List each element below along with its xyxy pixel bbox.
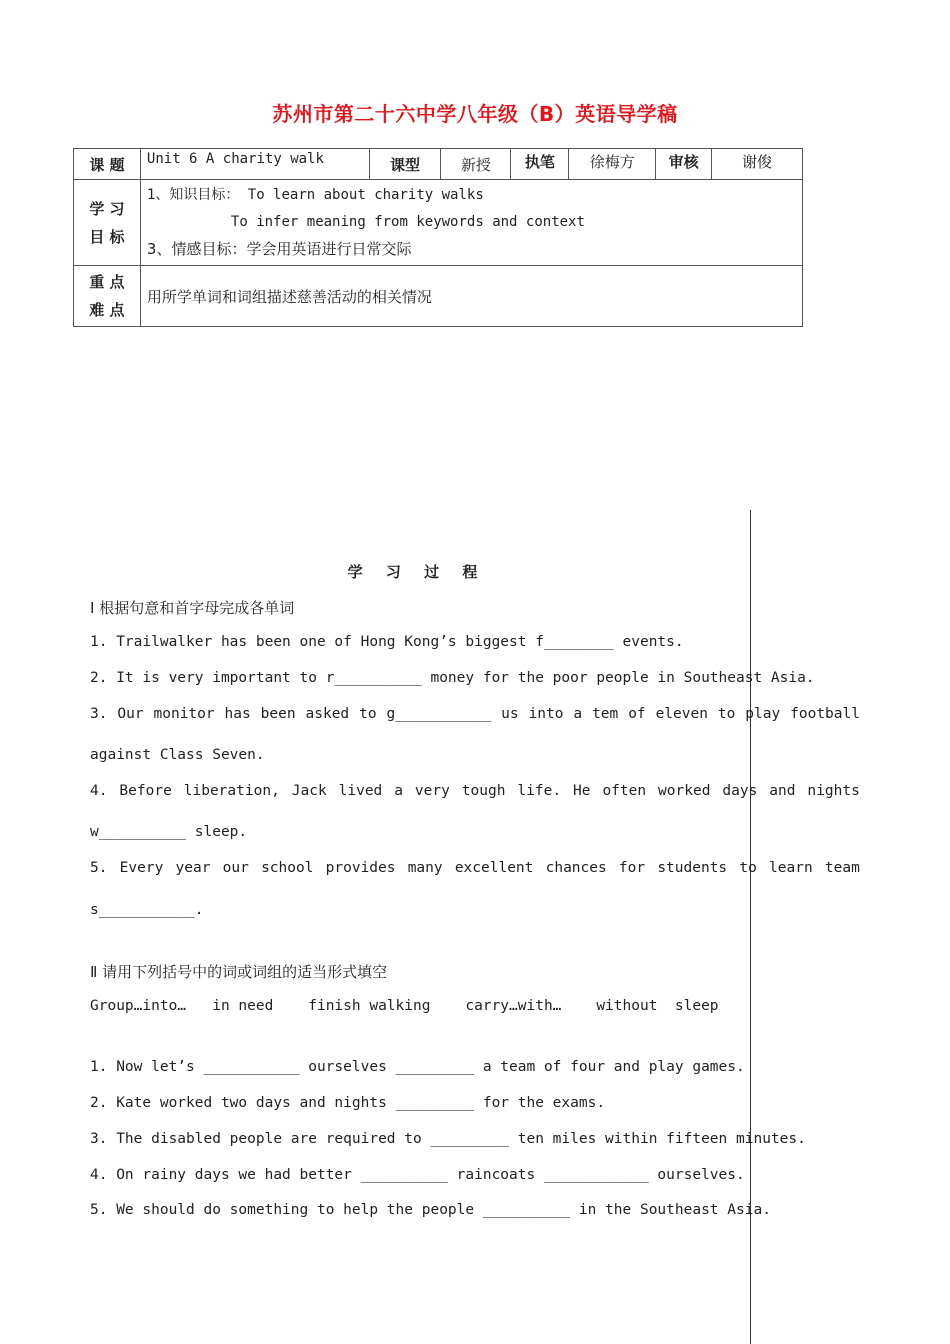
part1-question-3 [90, 706, 860, 722]
part2-question-4: 4. On rainy days we had better __________ raincoats ____________ ourselves. [90, 1167, 745, 1183]
part1-question-4-continued: w__________ sleep. [90, 824, 248, 840]
review-label: 审核 [656, 149, 712, 180]
word: lived [338, 783, 383, 799]
type-label: 课型 [369, 149, 441, 180]
word: monitor [153, 706, 215, 722]
word: worked [658, 783, 711, 799]
part1-question-2: 2. It is very important to r__________ money for the poor people in Southeast Asia. [90, 670, 815, 686]
word: into [528, 706, 564, 722]
word: 4. [90, 783, 108, 799]
word: learn [769, 860, 813, 876]
word: often [602, 783, 647, 799]
part2-question-5: 5. We should do something to help the people __________ in the Southeast Asia. [90, 1202, 771, 1218]
word: 5. [90, 860, 108, 876]
word: Our [117, 706, 144, 722]
part1-question-5-continued: s___________. [90, 902, 204, 918]
word: play [745, 706, 781, 722]
word: g___________ [386, 706, 492, 722]
author-label: 执笔 [511, 149, 569, 180]
word: tem [592, 706, 619, 722]
part2-heading: Ⅱ 请用下列括号中的词或词组的适当形式填空 [90, 963, 388, 981]
word: eleven [655, 706, 708, 722]
word: excellent [454, 860, 534, 876]
word: for [618, 860, 646, 876]
word: Every [119, 860, 164, 876]
part1-question-5 [90, 860, 860, 876]
word: asked [305, 706, 350, 722]
goal-inference: To infer meaning from keywords and context [230, 214, 585, 230]
word: life. [517, 783, 562, 799]
word: our [222, 860, 249, 876]
word: chances [545, 860, 607, 876]
word: nights [807, 783, 860, 799]
word: to [739, 860, 757, 876]
lesson-info-table [73, 148, 803, 327]
word: to [717, 706, 736, 722]
part2-word-options: Group…into… in need finish walking carry…with… without sleep [90, 998, 719, 1014]
goals-label-line2: 目 标 [89, 227, 125, 246]
review-value: 谢俊 [712, 149, 803, 180]
word: football [790, 706, 860, 722]
goal-emotion: 3、情感目标：学会用英语进行日常交际 [146, 240, 412, 258]
word: tough [461, 783, 506, 799]
goals-label [74, 180, 141, 266]
part1-question-3-continued: against Class Seven. [90, 747, 265, 763]
key-points-value: 用所学单词和词组描述慈善活动的相关情况 [140, 266, 802, 327]
word: been [260, 706, 296, 722]
goal-knowledge: 1、知识目标： To learn about charity walks [146, 187, 484, 203]
part1-question-1: 1. Trailwalker has been one of Hong Kong’s biggest f________ events. [90, 634, 684, 650]
key-points-label [74, 266, 141, 327]
word: liberation, [183, 783, 280, 799]
margin-divider-line [750, 510, 751, 1344]
word: Jack [291, 783, 327, 799]
part2-question-3: 3. The disabled people are required to _________ ten miles within fifteen minutes. [90, 1131, 806, 1147]
word: year [175, 860, 211, 876]
key-label-line2: 难 点 [89, 301, 125, 319]
word: many [407, 860, 443, 876]
word: and [769, 783, 796, 799]
word: school [261, 860, 314, 876]
part1-question-4 [90, 783, 860, 799]
topic-value: Unit 6 A charity walk [140, 149, 369, 180]
topic-label: 课 题 [74, 149, 141, 180]
author-value: 徐梅方 [569, 149, 656, 180]
part2-question-1: 1. Now let’s ___________ ourselves _________ a team of four and play games. [90, 1059, 745, 1075]
word: team [824, 860, 860, 876]
word: very [414, 783, 450, 799]
type-value: 新授 [441, 149, 511, 180]
word: students [657, 860, 728, 876]
word: has [224, 706, 251, 722]
word: 3. [90, 706, 108, 722]
goals-label-line1: 学 习 [89, 199, 125, 218]
word: a [394, 783, 403, 799]
word: of [628, 706, 646, 722]
word: days [722, 783, 758, 799]
part1-heading: Ⅰ 根据句意和首字母完成各单词 [90, 599, 295, 617]
word: He [573, 783, 591, 799]
part2-question-2: 2. Kate worked two days and nights _________ for the exams. [90, 1095, 606, 1111]
word: to [359, 706, 377, 722]
word: Before [119, 783, 172, 799]
process-title: 学 习 过 程 [347, 563, 478, 581]
key-label-line1: 重 点 [89, 273, 125, 291]
word: us [501, 706, 519, 722]
word: provides [325, 860, 396, 876]
word: a [573, 706, 583, 722]
document-title: 苏州市第二十六中学八年级（B）英语导学稿 [272, 102, 678, 126]
goals-cell [140, 180, 802, 266]
